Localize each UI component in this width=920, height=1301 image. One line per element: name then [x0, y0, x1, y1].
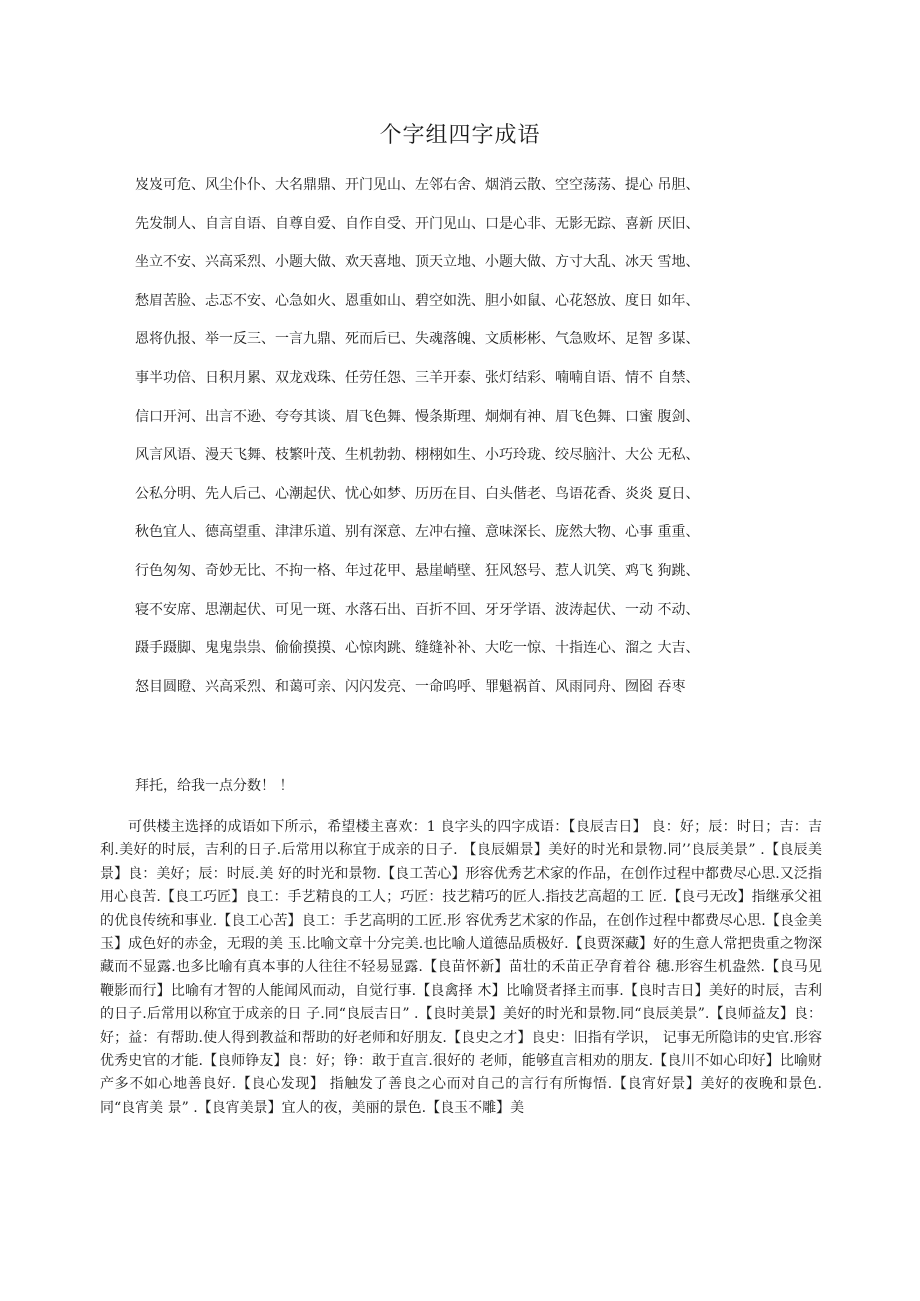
- idiom-line: 行色匆匆、奇妙无比、不拘一格、年过花甲、悬崖峭壁、狂风怒号、惹人讥笑、鸡飞 狗跳、: [135, 562, 700, 579]
- idiom-line: 坐立不安、兴高采烈、小题大做、欢天喜地、顶天立地、小题大做、方寸大乱、冰天 雪地、: [135, 254, 700, 271]
- idiom-line: 蹑手蹑脚、鬼鬼祟祟、偷偷摸摸、心惊肉跳、缝缝补补、大吃一惊、十指连心、溜之 大吉、: [135, 640, 700, 657]
- document-title: 个字组四字成语: [379, 123, 541, 148]
- idiom-line: 岌岌可危、风尘仆仆、大名鼎鼎、开门见山、左邻右舍、烟消云散、空空荡荡、提心 吊胆、: [135, 177, 700, 193]
- idiom-line: 信口开河、出言不逊、夸夸其谈、眉飞色舞、慢条斯理、炯炯有神、眉飞色舞、口蜜 腹剑、: [135, 408, 700, 425]
- idiom-line: 愁眉苦脸、忐忑不安、心急如火、恩重如山、碧空如洗、胆小如鼠、心花怒放、度日 如年、: [135, 292, 700, 309]
- idiom-line: 怒目圆瞪、兴高采烈、和蔼可亲、闪闪发亮、一命呜呼、罪魁祸首、风雨同舟、囫囵 吞枣: [135, 678, 686, 695]
- idiom-line: 事半功倍、日积月累、双龙戏珠、任劳任怨、三羊开泰、张灯结彩、喃喃自语、情不 自禁、: [135, 369, 700, 386]
- idiom-line: 寝不安席、思潮起伏、可见一斑、水落石出、百折不回、牙牙学语、波涛起伏、一动 不动、: [135, 601, 700, 618]
- plea-text: 拜托，给我一点分数！ ！: [135, 778, 294, 794]
- answer-paragraph: 可供楼主选择的成语如下所示，希望楼主喜欢：1 良字头的四字成语：【良辰吉日】 良：好；辰：时日；吉：吉利.美好的时辰，吉利的日子.后常用以称宜于成亲的日子. 【良辰媚景】美好的时光和景物.同’’良辰美景” .【良辰美景】良：美好；辰：时辰.美 好的时光和景物.【良工苦心】形容优秀艺术家的作品，在创作过程中都费尽心思.又泛指 用心良苦.【良工巧匠】良工：手艺精良的工人；巧匠：技艺精巧的匠人.指技艺高超的工 匠.【良弓无改】指继承父祖的优良传统和事业.【良工心苦】良工：手艺高明的工匠.形 容优秀艺术家的作品，在创作过程中都费尽心思.【良金美玉】成色好的赤金，无瑕的美 玉.比喻文章十分完美.也比喻人道德品质极好.【良贾深藏】好的生意人常把贵重之物深 藏而不显露.也多比喻有真本事的人往往不轻易显露.【良苗怀新】苗壮的禾苗正孕育着谷 穗.形容生机盎然.【良马见鞭影而行】比喻有才智的人能闻风而动，自觉行事.【良禽择 木】比喻贤者择主而事.【良时吉日】美好的时辰，吉利的日子.后常用以称宜于成亲的日 子.同“良辰吉日” .【良时美景】美好的时光和景物.同“良辰美景”.【良师益友】良：好；益：有帮助.使人得到教益和帮助的好老师和好朋友.【良史之才】良史：旧指有学识， 记事无所隐讳的史官.形容优秀史官的才能.【良师铮友】良：好；铮：敢于直言.很好的 老师，能够直言相劝的朋友.【良川不如心印好】比喻财产多不如心地善良好.【良心发现】 指触发了善良之心而对自己的言行有所悔悟.【良宵好景】美好的夜晚和景色.同“良宵美 景” .【良宵美景】宜人的夜，美丽的景色.【良玉不雕】美: [100, 819, 822, 1116]
- idiom-line: 恩将仇报、举一反三、一言九鼎、死而后已、失魂落魄、文质彬彬、气急败坏、足智 多谋、: [135, 331, 700, 348]
- idiom-line: 风言风语、漫天飞舞、枝繁叶茂、生机勃勃、栩栩如生、小巧玲珑、绞尽脑汁、大公 无私、: [135, 447, 700, 464]
- idiom-list: [135, 172, 835, 712]
- idiom-line: 公私分明、先人后己、心潮起伏、忧心如梦、历历在目、白头偕老、鸟语花香、炎炎 夏日、: [135, 485, 700, 502]
- idiom-line: 先发制人、自言自语、自尊自爱、自作自受、开门见山、口是心非、无影无踪、喜新 厌旧、: [135, 215, 700, 232]
- idiom-line: 秋色宜人、德高望重、津津乐道、别有深意、左冲右撞、意味深长、庞然大物、心事 重重、: [135, 524, 700, 541]
